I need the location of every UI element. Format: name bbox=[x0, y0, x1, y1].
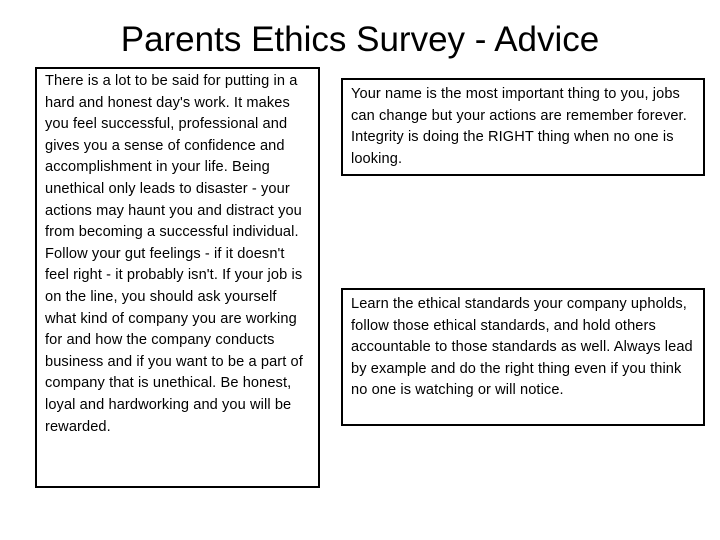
advice-box-left: There is a lot to be said for putting in a hard and honest day's work. It makes you feel successful, professional and gives you a sense of confidence and accomplishment in your life. Being unethical only leads to disaster - your actions may haunt you and distract you from becoming a successful individual. Follow your gut feelings - if it doesn't feel right - it probably isn't. If your job is on the line, you should ask yourself what kind of company you are working for and how the company conducts business and if you want to be a part of company that is unethical. Be honest, loyal and hardworking and you will be rewarded. bbox=[35, 67, 320, 488]
slide-title: Parents Ethics Survey - Advice bbox=[120, 20, 600, 59]
advice-box-bottom-right: Learn the ethical standards your company upholds, follow those ethical standards, and hold others accountable to those standards as well. Always lead by example and do the right thing even if you think no one is watching or will notice. bbox=[341, 288, 705, 426]
advice-box-top-right: Your name is the most important thing to you, jobs can change but your actions are remember forever. Integrity is doing the RIGHT thing when no one is looking. bbox=[341, 78, 705, 176]
